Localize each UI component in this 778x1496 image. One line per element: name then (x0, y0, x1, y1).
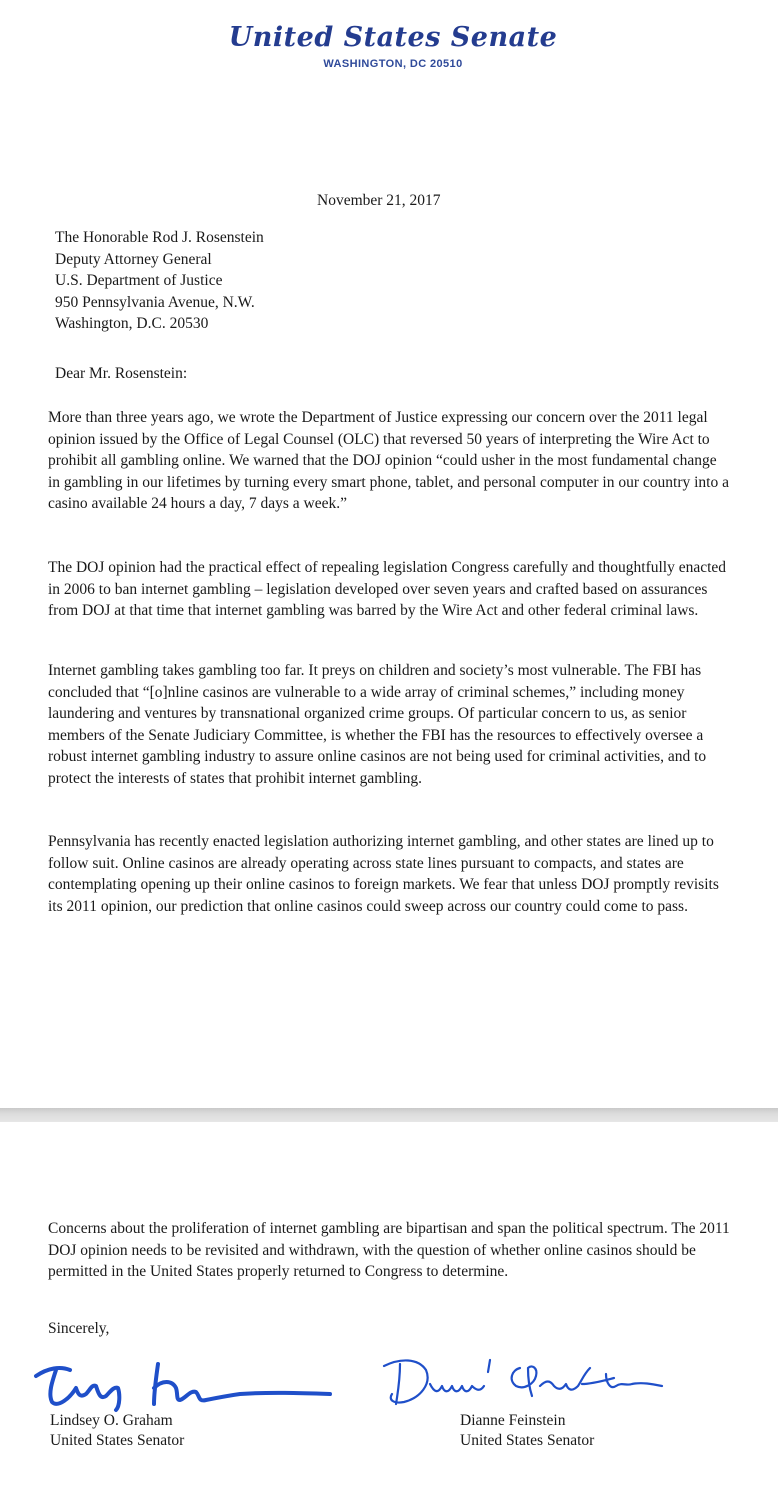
letterhead (0, 22, 778, 70)
letter-page-2 (0, 1122, 778, 1496)
salutation: Dear Mr. Rosenstein: (55, 365, 188, 382)
recipient-line: 950 Pennsylvania Avenue, N.W. (55, 293, 255, 311)
body-paragraph: Pennsylvania has recently enacted legislation authorizing internet gambling, and other states are lined up to follow suit. Online casinos are already operating across state lines pursuant to compacts, and states are contemplating opening up their online casinos to foreign markets. We fear that unless DOJ promptly revisits its 2011 opinion, our prediction that online casinos could sweep across our country could come to pass. (48, 833, 719, 915)
body-paragraph: The DOJ opinion had the practical effect of repealing legislation Congress carefully and thoughtfully enacted in 2006 to ban internet gambling – legislation developed over seven years and crafted based on assurances from DOJ at that time that internet gambling was barred by the Wire Act and other federal criminal laws. (48, 559, 727, 619)
signer-block-feinstein (460, 1411, 594, 1451)
body-paragraph: More than three years ago, we wrote the Department of Justice expressing our concern over the 2011 legal opinion issued by the Office of Legal Counsel (OLC) that reversed 50 years of interpreting the Wire Act to prohibit all gambling online. We warned that the DOJ opinion “could usher in the most fundamental change in gambling in our lifetimes by turning every smart phone, tablet, and personal computer in our country into a casino available 24 hours a day, 7 days a week.” (48, 409, 729, 512)
body-paragraph: Internet gambling takes gambling too far. It preys on children and society’s most vulnerable. The FBI has concluded that “[o]nline casinos are vulnerable to a wide array of criminal schemes,” including money laundering and ventures by transnational organized crime groups. Of particular concern to us, as senior members of the Senate Judiciary Committee, is whether the FBI has the resources to effectively oversee a robust internet gambling industry to assure online casinos are not being used for criminal activities, and to protect the interests of states that prohibit internet gambling. (48, 662, 707, 787)
signer-name: Lindsey O. Graham (50, 1412, 173, 1429)
feinstein-signature-image (370, 1350, 670, 1414)
signer-title: United States Senator (460, 1432, 595, 1449)
signer-title: United States Senator (50, 1432, 185, 1449)
signer-block-graham (50, 1411, 184, 1451)
recipient-line: U.S. Department of Justice (55, 272, 223, 289)
closing: Sincerely, (48, 1320, 110, 1337)
recipient-address (55, 227, 264, 335)
letterhead-address: WASHINGTON, DC 20510 (323, 58, 463, 70)
letter-date: November 21, 2017 (317, 192, 441, 209)
letterhead-title: United States Senate (228, 22, 558, 53)
graham-signature-image (30, 1350, 350, 1414)
page-separator (0, 1108, 778, 1122)
recipient-line: Washington, D.C. 20530 (55, 315, 209, 332)
recipient-line: Deputy Attorney General (55, 250, 212, 268)
body-paragraph: Concerns about the proliferation of internet gambling are bipartisan and span the political spectrum. The 2011 DOJ opinion needs to be revisited and withdrawn, with the question of whether online casinos should be permitted in the United States properly returned to Congress to determine. (48, 1220, 730, 1280)
recipient-line: The Honorable Rod J. Rosenstein (55, 229, 264, 246)
signer-name: Dianne Feinstein (460, 1412, 566, 1429)
